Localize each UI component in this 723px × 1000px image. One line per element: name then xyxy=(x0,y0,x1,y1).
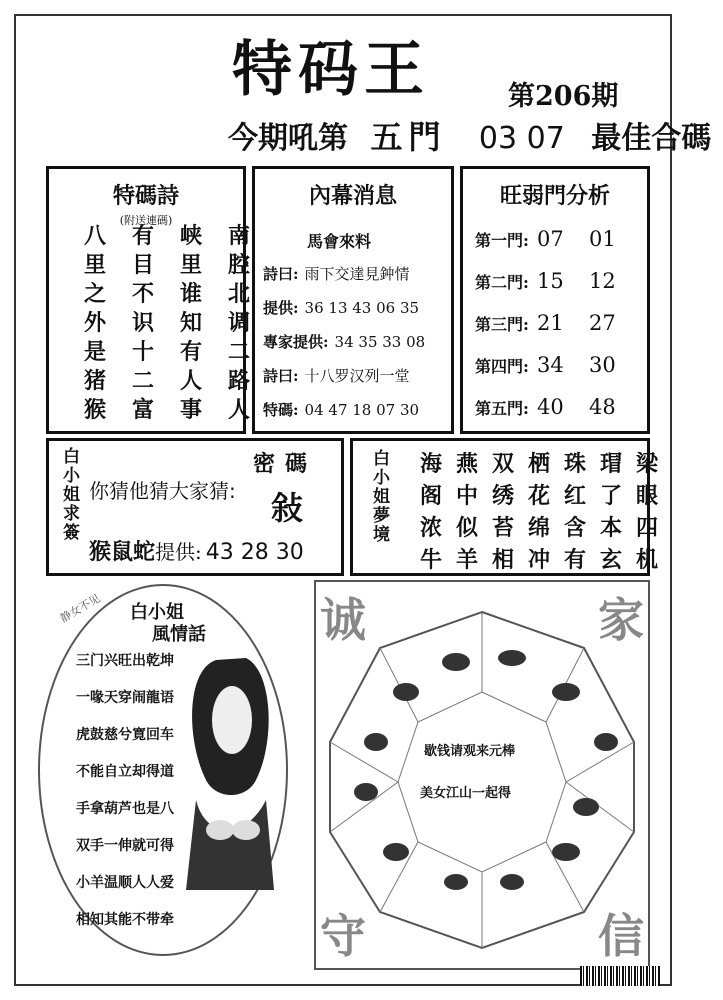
poem-char: 外 xyxy=(83,310,106,336)
love-line: 手拿葫芦也是八 xyxy=(76,801,174,817)
poem-char: 谁 xyxy=(179,281,202,307)
news-subtitle: 馬會來料 xyxy=(307,232,372,251)
secret-char: 敍 xyxy=(271,489,304,527)
news-title: 內幕消息 xyxy=(308,183,397,209)
dream-char: 有 xyxy=(563,547,586,573)
issue-number: 第206期 xyxy=(508,81,619,112)
news-row: 詩曰: 雨下交達見鈡情 xyxy=(263,265,410,283)
dream-char: 珠 xyxy=(563,451,586,477)
dream-char: 玄 xyxy=(599,547,622,573)
guess-line: 你猜他猜大家猜: xyxy=(89,479,236,503)
poem-char: 猪 xyxy=(83,368,106,394)
poem-char: 有 xyxy=(131,223,154,249)
guess-provide: 提供: xyxy=(155,540,202,564)
guess-footer xyxy=(89,535,304,566)
headline-prefix: 今期吼第 xyxy=(228,121,348,156)
barcode xyxy=(580,966,660,986)
dream-char: 似 xyxy=(455,515,478,541)
headline-suffix: 最佳合碼 xyxy=(591,121,712,156)
poem-char: 猴 xyxy=(83,397,106,423)
dream-char: 含 xyxy=(563,515,586,541)
dream-char: 梁 xyxy=(635,451,658,477)
analysis-row: 第四門: 34 30 xyxy=(475,353,616,377)
corner-char: 信 xyxy=(598,909,644,963)
poem-char: 人 xyxy=(227,397,250,423)
secret-label: 密碼 xyxy=(253,451,318,477)
news-row: 特碼: 04 47 18 07 30 xyxy=(263,401,420,419)
corner-char: 诚 xyxy=(320,593,366,647)
poem-char: 富 xyxy=(131,397,154,423)
dream-char: 栖 xyxy=(527,451,550,477)
analysis-row: 第二門: 15 12 xyxy=(475,269,616,293)
woman-illustration xyxy=(176,640,280,900)
poem-subtitle: (附送連碼) xyxy=(119,214,173,227)
dream-char: 冲 xyxy=(527,547,550,573)
zodiac-center-bottom: 美女江山一起得 xyxy=(420,786,512,801)
poem-char: 知 xyxy=(179,310,202,336)
poem-char: 北 xyxy=(227,281,250,307)
poem-char: 腔 xyxy=(227,252,250,278)
dream-char: 中 xyxy=(455,483,478,509)
dream-char: 相 xyxy=(491,547,514,573)
dream-box xyxy=(350,438,658,576)
side-note: 静女不见 xyxy=(57,591,103,626)
love-title-1: 白小姐 xyxy=(130,602,184,623)
dream-char: 苔 xyxy=(491,515,514,541)
love-line: 三门兴旺出乾坤 xyxy=(76,653,174,669)
dream-char: 绣 xyxy=(491,483,514,509)
dream-char: 燕 xyxy=(455,451,478,477)
dream-grid xyxy=(413,447,665,575)
news-row: 詩曰: 十八罗汉列一堂 xyxy=(263,367,410,385)
love-line: 小羊温顺人人爱 xyxy=(76,875,174,891)
dream-char: 四 xyxy=(635,515,658,541)
dream-char: 了 xyxy=(599,483,622,509)
dream-side-label: 白小姐夢境 xyxy=(369,449,389,544)
poem-char: 事 xyxy=(179,397,202,423)
news-box xyxy=(252,166,454,434)
news-row: 專家提供: 34 35 33 08 xyxy=(263,333,426,351)
corner-char: 守 xyxy=(320,909,366,963)
dream-char: 眼 xyxy=(635,483,658,509)
headline-nums: 03 07 xyxy=(478,121,565,156)
headline xyxy=(228,112,723,158)
news-row: 提供: 36 13 43 06 35 xyxy=(263,299,420,317)
dream-char: 瑁 xyxy=(599,451,622,477)
poem-char: 调 xyxy=(227,310,250,336)
zodiac-center-top: 歇钱请观来元棒 xyxy=(424,744,516,759)
love-title-2: 風情話 xyxy=(152,624,206,645)
poem-char: 路 xyxy=(227,368,250,394)
poem-char: 识 xyxy=(131,310,154,336)
love-line: 相知其能不带牵 xyxy=(76,912,174,928)
poem-char: 里 xyxy=(179,252,202,278)
page-title: 特码王 xyxy=(232,35,430,105)
poem-char: 有 xyxy=(179,339,202,365)
dream-char: 机 xyxy=(635,547,658,573)
guess-side-label: 白小姐求簽 xyxy=(59,447,79,542)
love-line: 不能自立却得道 xyxy=(76,764,174,780)
zodiac-chart xyxy=(314,580,650,970)
love-line: 虎鼓慈兮寛回车 xyxy=(76,727,174,743)
analysis-box xyxy=(460,166,650,434)
analysis-row: 第一門: 07 01 xyxy=(475,227,616,251)
poem-char: 南 xyxy=(227,223,250,249)
poem-title: 特碼詩 xyxy=(112,183,179,209)
dream-char: 羊 xyxy=(455,547,478,573)
poem-grid xyxy=(71,219,263,422)
corner-char: 家 xyxy=(598,593,644,647)
poem-char: 之 xyxy=(83,281,106,307)
headline-door: 五門 xyxy=(370,118,447,156)
dream-char: 浓 xyxy=(419,515,442,541)
poem-char: 目 xyxy=(131,252,154,278)
analysis-title: 旺弱門分析 xyxy=(499,183,610,209)
dream-char: 花 xyxy=(527,483,550,509)
poem-char: 里 xyxy=(83,252,106,278)
dream-char: 双 xyxy=(491,451,514,477)
poem-char: 二 xyxy=(227,339,250,365)
dream-char: 绵 xyxy=(527,515,550,541)
love-line: 一喙天穿闹龍语 xyxy=(76,690,174,706)
dream-char: 海 xyxy=(419,451,442,477)
guess-zodiacs: 猴鼠蛇 xyxy=(89,539,156,565)
analysis-row: 第三門: 21 27 xyxy=(475,311,616,335)
love-line: 双手一伸就可得 xyxy=(76,838,174,854)
dream-char: 阁 xyxy=(419,483,442,509)
poem-char: 不 xyxy=(131,281,154,307)
guess-nums: 43 28 30 xyxy=(205,540,304,565)
poem-char: 二 xyxy=(131,368,154,394)
poem-char: 十 xyxy=(131,339,154,365)
dream-char: 牛 xyxy=(419,547,442,573)
dream-char: 红 xyxy=(563,483,586,509)
poem-char: 峡 xyxy=(179,223,202,249)
poem-char: 人 xyxy=(179,368,202,394)
guess-box xyxy=(46,438,344,576)
poem-char: 是 xyxy=(83,339,106,365)
analysis-row: 第五門: 40 48 xyxy=(475,395,616,419)
poem-box xyxy=(46,166,250,434)
dream-char: 本 xyxy=(599,515,622,541)
poem-char: 八 xyxy=(83,223,106,249)
